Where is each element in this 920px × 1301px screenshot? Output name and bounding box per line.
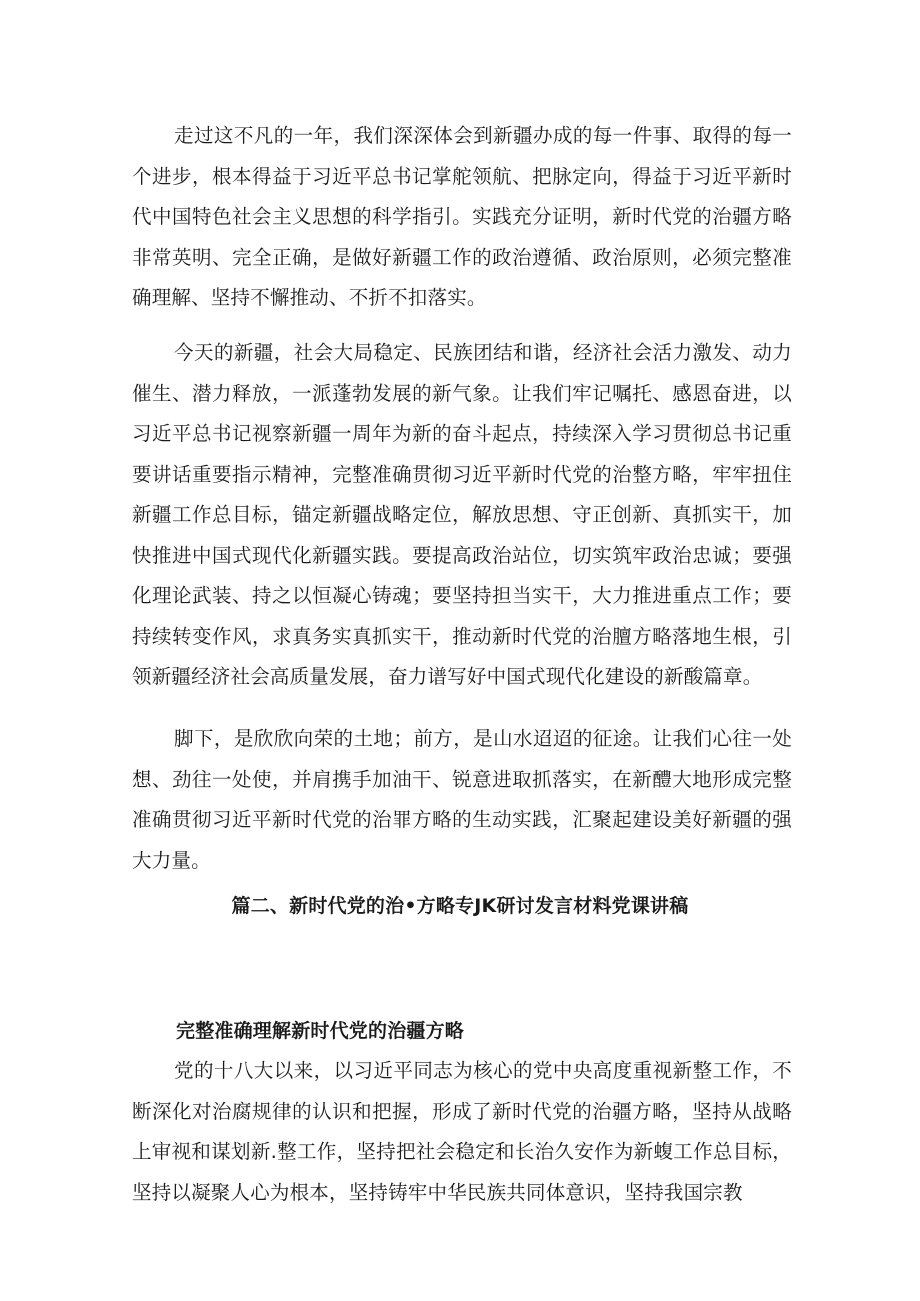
section-subtitle: 完整准确理解新时代党的治疆方略 [176, 1020, 465, 1042]
paragraph-3: 脚下，是欣欣向荣的土地；前方，是山水迢迢的征途。让我们心往一处想、劲往一处使，并肩携手加油干、锐意进取抓落实，在新醴大地形成完整准确贯彻习近平新时代党的治罪方略的生动实践，汇聚起建设美好新疆的强大力量。 [132, 727, 792, 872]
section-title: 篇二、新时代党的治•方略专JK研讨发言材料党课讲稿 [231, 895, 689, 917]
paragraph-1: 走过这不凡的一年，我们深深体会到新疆办成的每一件事、取得的每一个进步，根本得益于习近平总书记掌舵领航、把脉定向，得益于习近平新时代中国特色社会主义思想的科学指引。实践充分证明，新时代党的治疆方略非常英明、完全正确，是做好新疆工作的政治遵循、政治原则，必须完整准确理解、坚持不懈推动、不折不扣落实。 [132, 124, 792, 309]
paragraph-4: 党的十八大以来，以习近平同志为核心的党中央高度重视新整工作，不断深化对治腐规律的认识和把握，形成了新时代党的治疆方略，坚持从战略上审视和谋划新.整工作，坚持把社会稳定和长治久安作为新蝮工作总目标，坚持以凝聚人心为根本，坚持铸牢中华民族共同体意识，坚持我国宗教 [132, 1059, 792, 1204]
paragraph-2: 今天的新疆，社会大局稳定、民族团结和谐，经济社会活力激发、动力催生、潜力释放，一派蓬勃发展的新气象。让我们牢记嘱托、感恩奋进，以习近平总书记视察新疆一周年为新的奋斗起点，持续深入学习贯彻总书记重要讲话重要指示精神，完整准确贯彻习近平新时代党的治整方略，牢牢扭住新疆工作总目标，锚定新疆战略定位，解放思想、守正创新、真抓实干，加快推进中国式现代化新疆实践。要提高政治站位，切实筑牢政治忠诚；要强化理论武装、持之以恒凝心铸魂；要坚持担当实干，大力推进重点工作；要持续转变作风，求真务实真抓实干，推动新时代党的治膻方略落地生根，引领新疆经济社会高质量发展，奋力谱写好中国式现代化建设的新酸篇章。 [132, 341, 792, 688]
